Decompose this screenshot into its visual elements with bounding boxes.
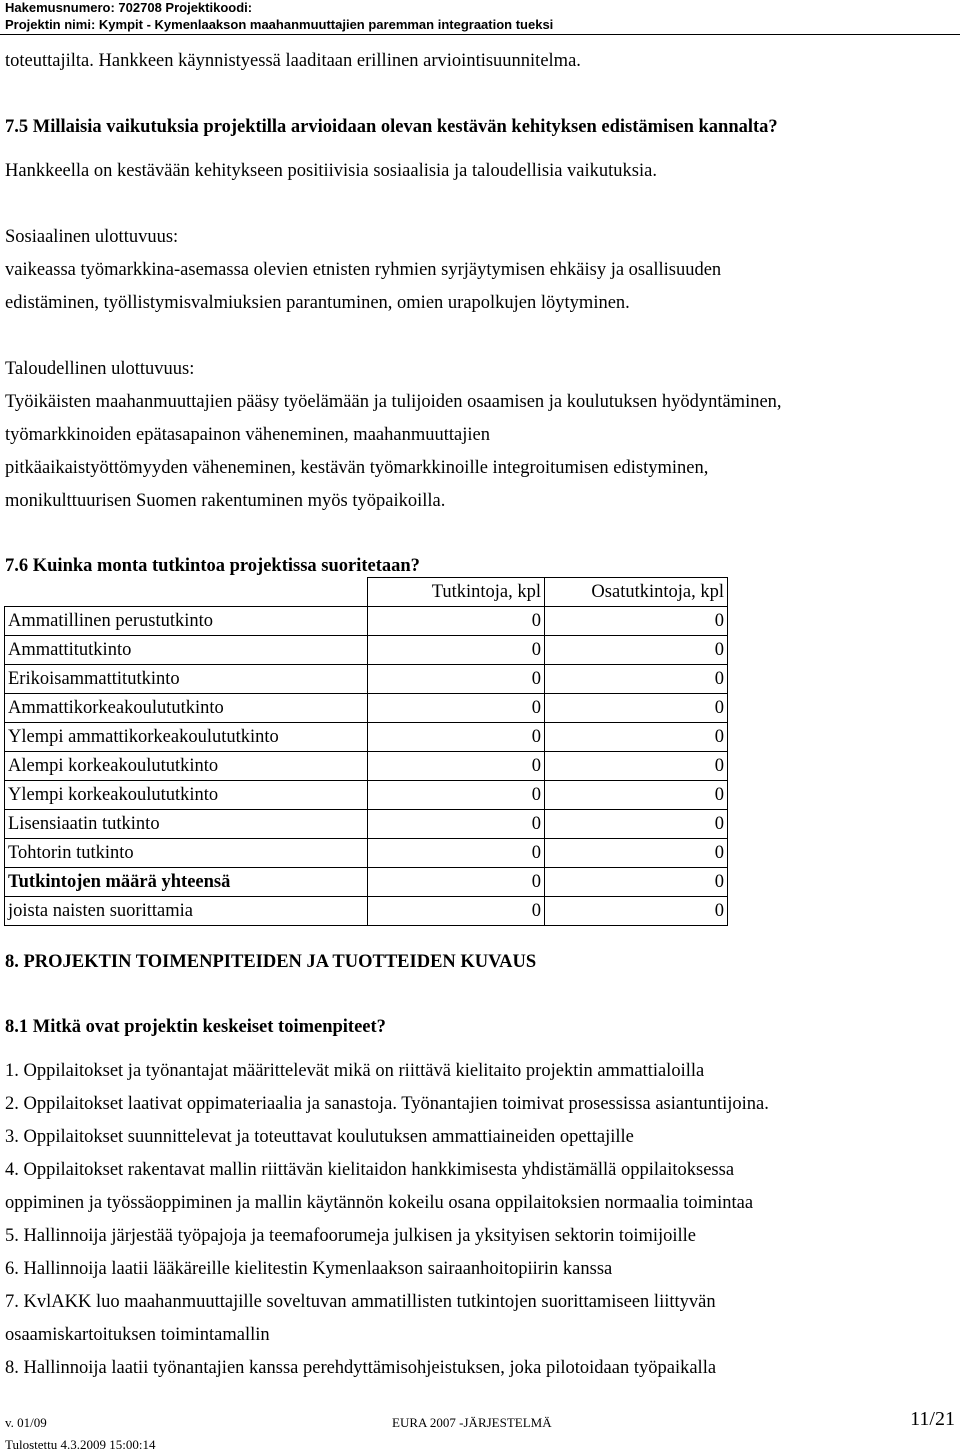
degree-name: Ylempi ammattikorkeakoulututkinto	[5, 723, 368, 752]
table-header-blank	[5, 578, 368, 607]
paragraph-7-5: Hankkeella on kestävään kehitykseen positiivisia sosiaalisia ja taloudellisia vaikutuksia.	[5, 161, 657, 181]
partial-degree-count: 0	[545, 839, 728, 868]
paragraph-top: toteuttajilta. Hankkeen käynnistyessä laaditaan erillinen arviointisuunnitelma.	[5, 51, 581, 71]
measure-line: 2. Oppilaitokset laativat oppimateriaalia ja sanastoja. Työnantajien toimivat prosessissa asiantuntijoina.	[5, 1094, 769, 1114]
table-row	[5, 781, 728, 810]
table-header-row	[5, 578, 728, 607]
measure-line: 4. Oppilaitokset rakentavat mallin riittävän kielitaidon hankkimisesta yhdistämällä oppilaitoksessa	[5, 1160, 735, 1180]
partial-degree-count: 0	[545, 868, 728, 897]
degrees-table-body	[5, 578, 728, 926]
degree-name: Ammatillinen perustutkinto	[5, 607, 368, 636]
degree-name: Tutkintojen määrä yhteensä	[5, 868, 368, 897]
partial-degree-count: 0	[545, 665, 728, 694]
partial-degree-count: 0	[545, 694, 728, 723]
heading-7-6: 7.6 Kuinka monta tutkintoa projektissa suoritetaan?	[5, 556, 420, 576]
measure-line: osaamiskartoituksen toimintamallin	[5, 1325, 270, 1345]
economic-line: monikulttuurisen Suomen rakentuminen myös työpaikoilla.	[5, 491, 446, 511]
degrees-table	[4, 577, 728, 926]
degree-name: Ammattikorkeakoulututkinto	[5, 694, 368, 723]
degree-count: 0	[368, 897, 545, 926]
degree-name: Ammattitutkinto	[5, 636, 368, 665]
table-row	[5, 839, 728, 868]
heading-8-1: 8.1 Mitkä ovat projektin keskeiset toimenpiteet?	[5, 1017, 386, 1037]
degree-count: 0	[368, 694, 545, 723]
partial-degree-count: 0	[545, 723, 728, 752]
version-label: v. 01/09	[5, 1415, 47, 1430]
partial-degree-count: 0	[545, 810, 728, 839]
table-row	[5, 665, 728, 694]
degree-count: 0	[368, 868, 545, 897]
measure-line: 5. Hallinnoija järjestää työpajoja ja teemafoorumeja julkisen ja yksityisen sektorin toimijoille	[5, 1226, 697, 1246]
partial-degree-count: 0	[545, 752, 728, 781]
table-row	[5, 810, 728, 839]
measure-line: 6. Hallinnoija laatii lääkäreille kielitestin Kymenlaakson sairaanhoitopiirin kanssa	[5, 1259, 613, 1279]
partial-degree-count: 0	[545, 636, 728, 665]
heading-8: 8. PROJEKTIN TOIMENPITEIDEN JA TUOTTEIDEN KUVAUS	[5, 952, 537, 972]
table-row	[5, 897, 728, 926]
degree-name: Alempi korkeakoulututkinto	[5, 752, 368, 781]
degree-count: 0	[368, 752, 545, 781]
degree-count: 0	[368, 723, 545, 752]
measure-line: 3. Oppilaitokset suunnittelevat ja toteuttavat koulutuksen ammattiaineiden opettajille	[5, 1127, 634, 1147]
measure-line: 8. Hallinnoija laatii työnantajien kanssa perehdyttämisohjeistuksen, joka pilotoidaan työpaikalla	[5, 1358, 717, 1378]
partial-degree-count: 0	[545, 781, 728, 810]
header-divider	[0, 34, 960, 35]
heading-7-5: 7.5 Millaisia vaikutuksia projektilla arvioidaan olevan kestävän kehityksen edistämisen kannalta?	[5, 117, 778, 137]
economic-line: työmarkkinoiden epätasapainon väheneminen, maahanmuuttajien	[5, 425, 490, 445]
measure-line: oppiminen ja työssäoppiminen ja mallin käytännön kokeilu osana oppilaitoksien normaalia toimintaa	[5, 1193, 754, 1213]
social-label: Sosiaalinen ulottuvuus:	[5, 227, 179, 247]
degree-count: 0	[368, 665, 545, 694]
measure-line: 7. KvlAKK luo maahanmuuttajille soveltuvan ammatillisten tutkintojen suorittamiseen liittyvän	[5, 1292, 716, 1312]
social-line: vaikeassa työmarkkina-asemassa olevien etnisten ryhmien syrjäytymisen ehkäisy ja osallisuuden	[5, 260, 722, 280]
project-name: Projektin nimi: Kympit - Kymenlaakson maahanmuuttajien paremman integraation tueksi	[5, 17, 554, 32]
page-number: 11/21	[910, 1408, 955, 1430]
table-row	[5, 694, 728, 723]
table-row	[5, 868, 728, 897]
degree-count: 0	[368, 636, 545, 665]
column-header-partial-degrees: Osatutkintoja, kpl	[545, 578, 728, 607]
degree-name: Erikoisammattitutkinto	[5, 665, 368, 694]
social-line: edistäminen, työllistymisvalmiuksien parantuminen, omien urapolkujen löytyminen.	[5, 293, 630, 313]
table-row	[5, 636, 728, 665]
degree-count: 0	[368, 839, 545, 868]
partial-degree-count: 0	[545, 897, 728, 926]
economic-line: pitkäaikaistyöttömyyden väheneminen, kestävän työmarkkinoille integroitumisen edistyminen,	[5, 458, 709, 478]
degree-name: Ylempi korkeakoulututkinto	[5, 781, 368, 810]
degree-name: Tohtorin tutkinto	[5, 839, 368, 868]
column-header-degrees: Tutkintoja, kpl	[368, 578, 545, 607]
economic-line: Työikäisten maahanmuuttajien pääsy työelämään ja tulijoiden osaamisen ja koulutuksen hyödyntäminen,	[5, 392, 782, 412]
degree-count: 0	[368, 810, 545, 839]
table-row	[5, 723, 728, 752]
degree-name: joista naisten suorittamia	[5, 897, 368, 926]
system-label: EURA 2007 -JÄRJESTELMÄ	[392, 1415, 552, 1430]
table-row	[5, 752, 728, 781]
partial-degree-count: 0	[545, 607, 728, 636]
application-number: Hakemusnumero: 702708 Projektikoodi:	[5, 0, 253, 15]
economic-label: Taloudellinen ulottuvuus:	[5, 359, 195, 379]
table-row	[5, 607, 728, 636]
degree-count: 0	[368, 607, 545, 636]
measure-line: 1. Oppilaitokset ja työnantajat määrittelevät mikä on riittävä kielitaito projektin ammattialoilla	[5, 1061, 705, 1081]
degree-name: Lisensiaatin tutkinto	[5, 810, 368, 839]
print-timestamp: Tulostettu 4.3.2009 15:00:14	[5, 1437, 156, 1452]
degree-count: 0	[368, 781, 545, 810]
